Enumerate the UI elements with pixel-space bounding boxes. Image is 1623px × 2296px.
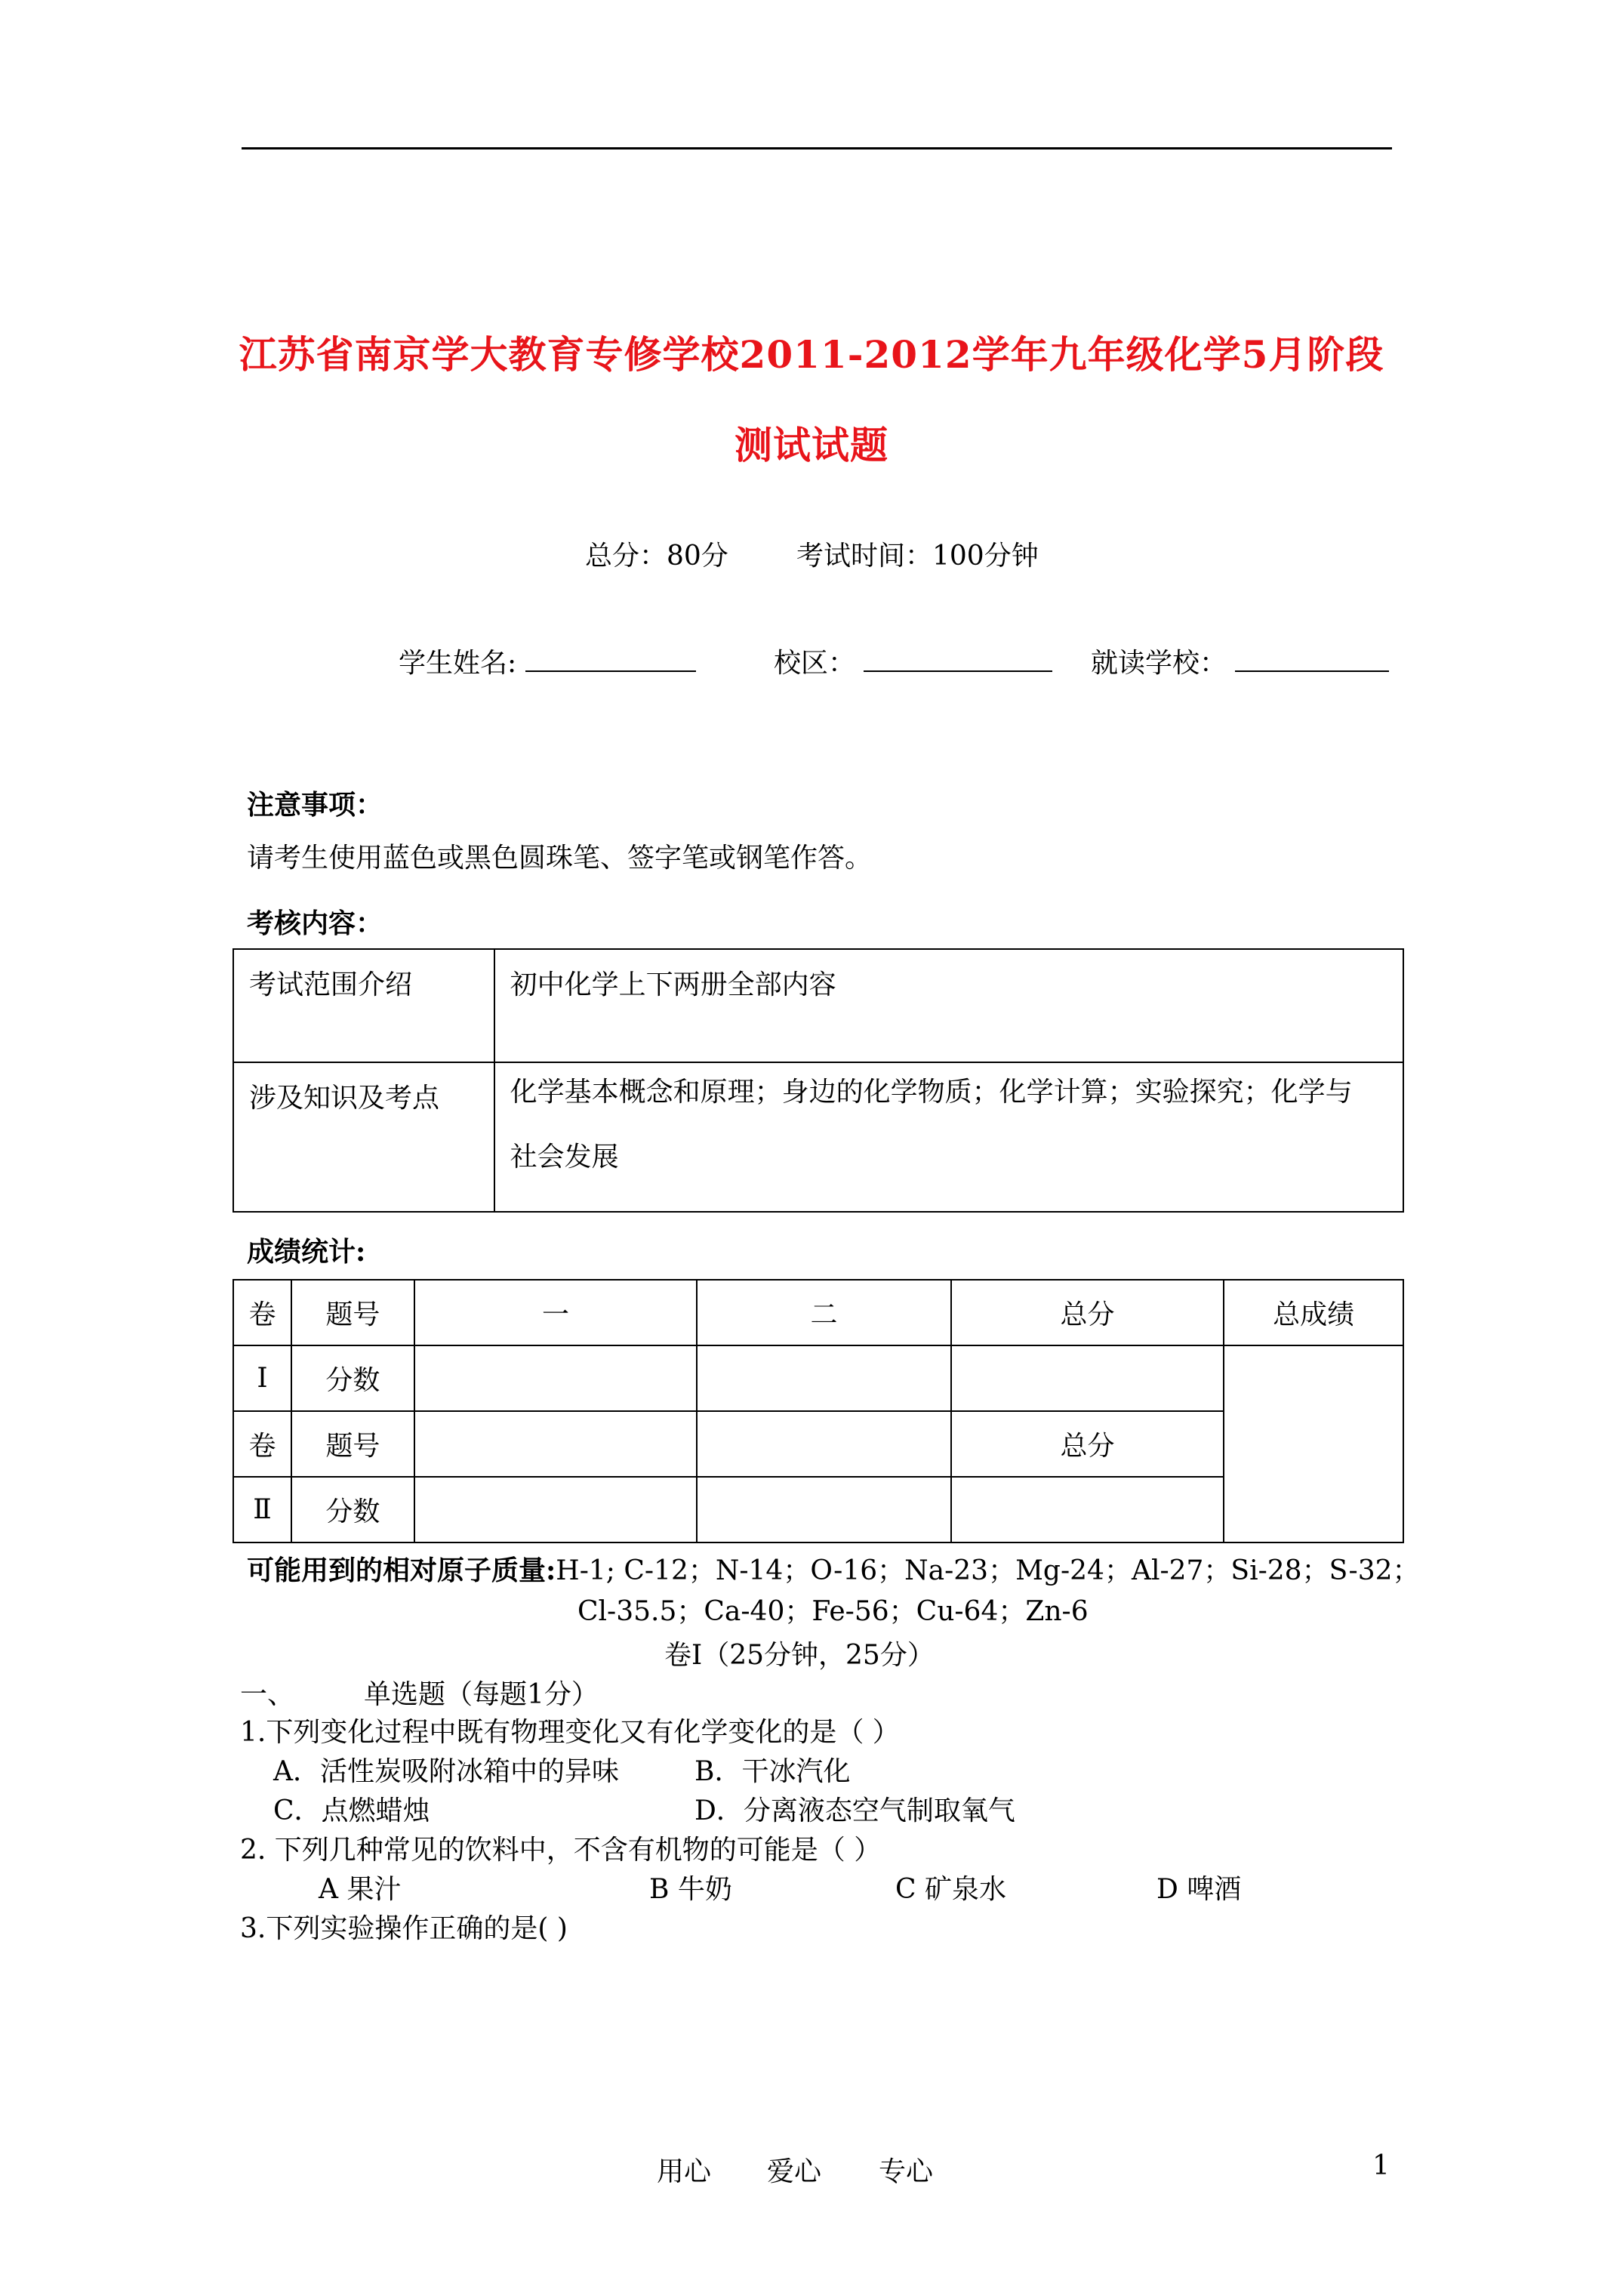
question-2-option-a: A 果汁	[319, 1874, 402, 1905]
student-name-label: 学生姓名:	[399, 648, 517, 679]
score-cell	[951, 1345, 1224, 1411]
score-tihao-2: 题号	[291, 1411, 414, 1477]
score-cell	[414, 1477, 697, 1542]
content-topics-value-line2: 社会发展	[510, 1142, 619, 1173]
content-table	[233, 948, 1404, 1213]
question-2-option-b: B 牛奶	[649, 1874, 732, 1905]
question-2-option-d: D 啤酒	[1156, 1874, 1242, 1905]
score-cell	[414, 1345, 697, 1411]
campus-blank	[864, 645, 1052, 672]
campus-label: 校区：	[774, 648, 856, 679]
section-title: 卷Ⅰ（25分钟，25分）	[664, 1640, 935, 1671]
content-topics-label: 涉及知识及考点	[233, 1062, 494, 1212]
score-cell	[697, 1345, 951, 1411]
score-cell	[951, 1477, 1224, 1542]
school-label: 就读学校：	[1091, 648, 1227, 679]
question-2-option-c: C 矿泉水	[895, 1874, 1006, 1905]
score-table	[233, 1279, 1404, 1543]
atomic-masses-label: 可能用到的相对原子质量:	[247, 1555, 556, 1586]
atomic-masses-values: H-1; C-12；N-14；O-16；Na-23；Mg-24；Al-27；Si-28；S-32；	[556, 1555, 1420, 1586]
header-rule	[242, 147, 1392, 149]
score-roman-1: Ⅰ	[233, 1345, 291, 1411]
score-total-2: 总分	[951, 1411, 1224, 1477]
page-number: 1	[1372, 2150, 1390, 2181]
score-cell	[697, 1477, 951, 1542]
notice-text: 请考生使用蓝色或黑色圆珠笔、签字笔或钢笔作答。	[247, 843, 873, 874]
page-title-line2: 测试试题	[735, 423, 888, 467]
scores-heading: 成绩统计:	[247, 1236, 366, 1268]
exam-total-score: 总分：80分	[585, 541, 728, 572]
question-1-option-b: B．干冰汽化	[694, 1756, 851, 1787]
school-blank	[1235, 645, 1389, 672]
question-1-option-d: D．分离液态空气制取氧气	[694, 1795, 1015, 1826]
part-title: 单选题（每题1分）	[364, 1679, 599, 1710]
student-name-field	[399, 642, 696, 680]
score-fenshu-1: 分数	[291, 1345, 414, 1411]
score-fenshu-2: 分数	[291, 1477, 414, 1542]
score-cell	[697, 1411, 951, 1477]
question-1-option-a: A．活性炭吸附冰箱中的异味	[273, 1756, 619, 1787]
content-row-topics	[233, 1062, 1403, 1212]
content-row-scope	[233, 949, 1403, 1062]
footer-motto-1: 用心	[657, 2156, 712, 2187]
score-juan-2: 卷	[233, 1411, 291, 1477]
atomic-masses-line2: Cl-35.5；Ca-40；Fe-56；Cu-64；Zn-6	[577, 1596, 1089, 1627]
question-2-stem: 2. 下列几种常见的饮料中，不含有机物的可能是（ ）	[240, 1835, 882, 1866]
content-topics-value-line1: 化学基本概念和原理；身边的化学物质；化学计算；实验探究；化学与	[510, 1077, 1353, 1108]
score-total-1: 总分	[951, 1280, 1224, 1345]
score-col-1: 一	[414, 1280, 697, 1345]
notice-heading: 注意事项：	[247, 789, 383, 821]
score-grand-total: 总成绩	[1224, 1280, 1403, 1345]
atomic-masses-line1	[247, 1549, 1420, 1588]
student-name-blank	[525, 645, 696, 672]
content-scope-label: 考试范围介绍	[233, 949, 494, 1062]
question-1-option-c: C．点燃蜡烛	[273, 1795, 430, 1826]
page-title-line1: 江苏省南京学大教育专修学校2011-2012学年九年级化学5月阶段	[239, 332, 1384, 377]
score-col-2: 二	[697, 1280, 951, 1345]
content-topics-value	[494, 1062, 1403, 1212]
footer-motto-2: 爱心	[767, 2156, 822, 2187]
score-roman-2: Ⅱ	[233, 1477, 291, 1542]
score-cell	[414, 1411, 697, 1477]
score-tihao-1: 题号	[291, 1280, 414, 1345]
campus-field	[774, 642, 1052, 680]
part-number: 一、	[240, 1679, 295, 1710]
score-grand-total-cell	[1224, 1345, 1403, 1542]
footer-motto-3: 专心	[879, 2156, 934, 2187]
score-juan-1: 卷	[233, 1280, 291, 1345]
content-scope-value: 初中化学上下两册全部内容	[494, 949, 1403, 1062]
question-1-stem: 1.下列变化过程中既有物理变化又有化学变化的是（ ）	[240, 1717, 900, 1748]
question-3-stem: 3.下列实验操作正确的是( )	[240, 1913, 568, 1944]
content-heading: 考核内容：	[247, 908, 383, 939]
school-field	[1091, 642, 1389, 680]
exam-duration: 考试时间：100分钟	[796, 541, 1039, 572]
